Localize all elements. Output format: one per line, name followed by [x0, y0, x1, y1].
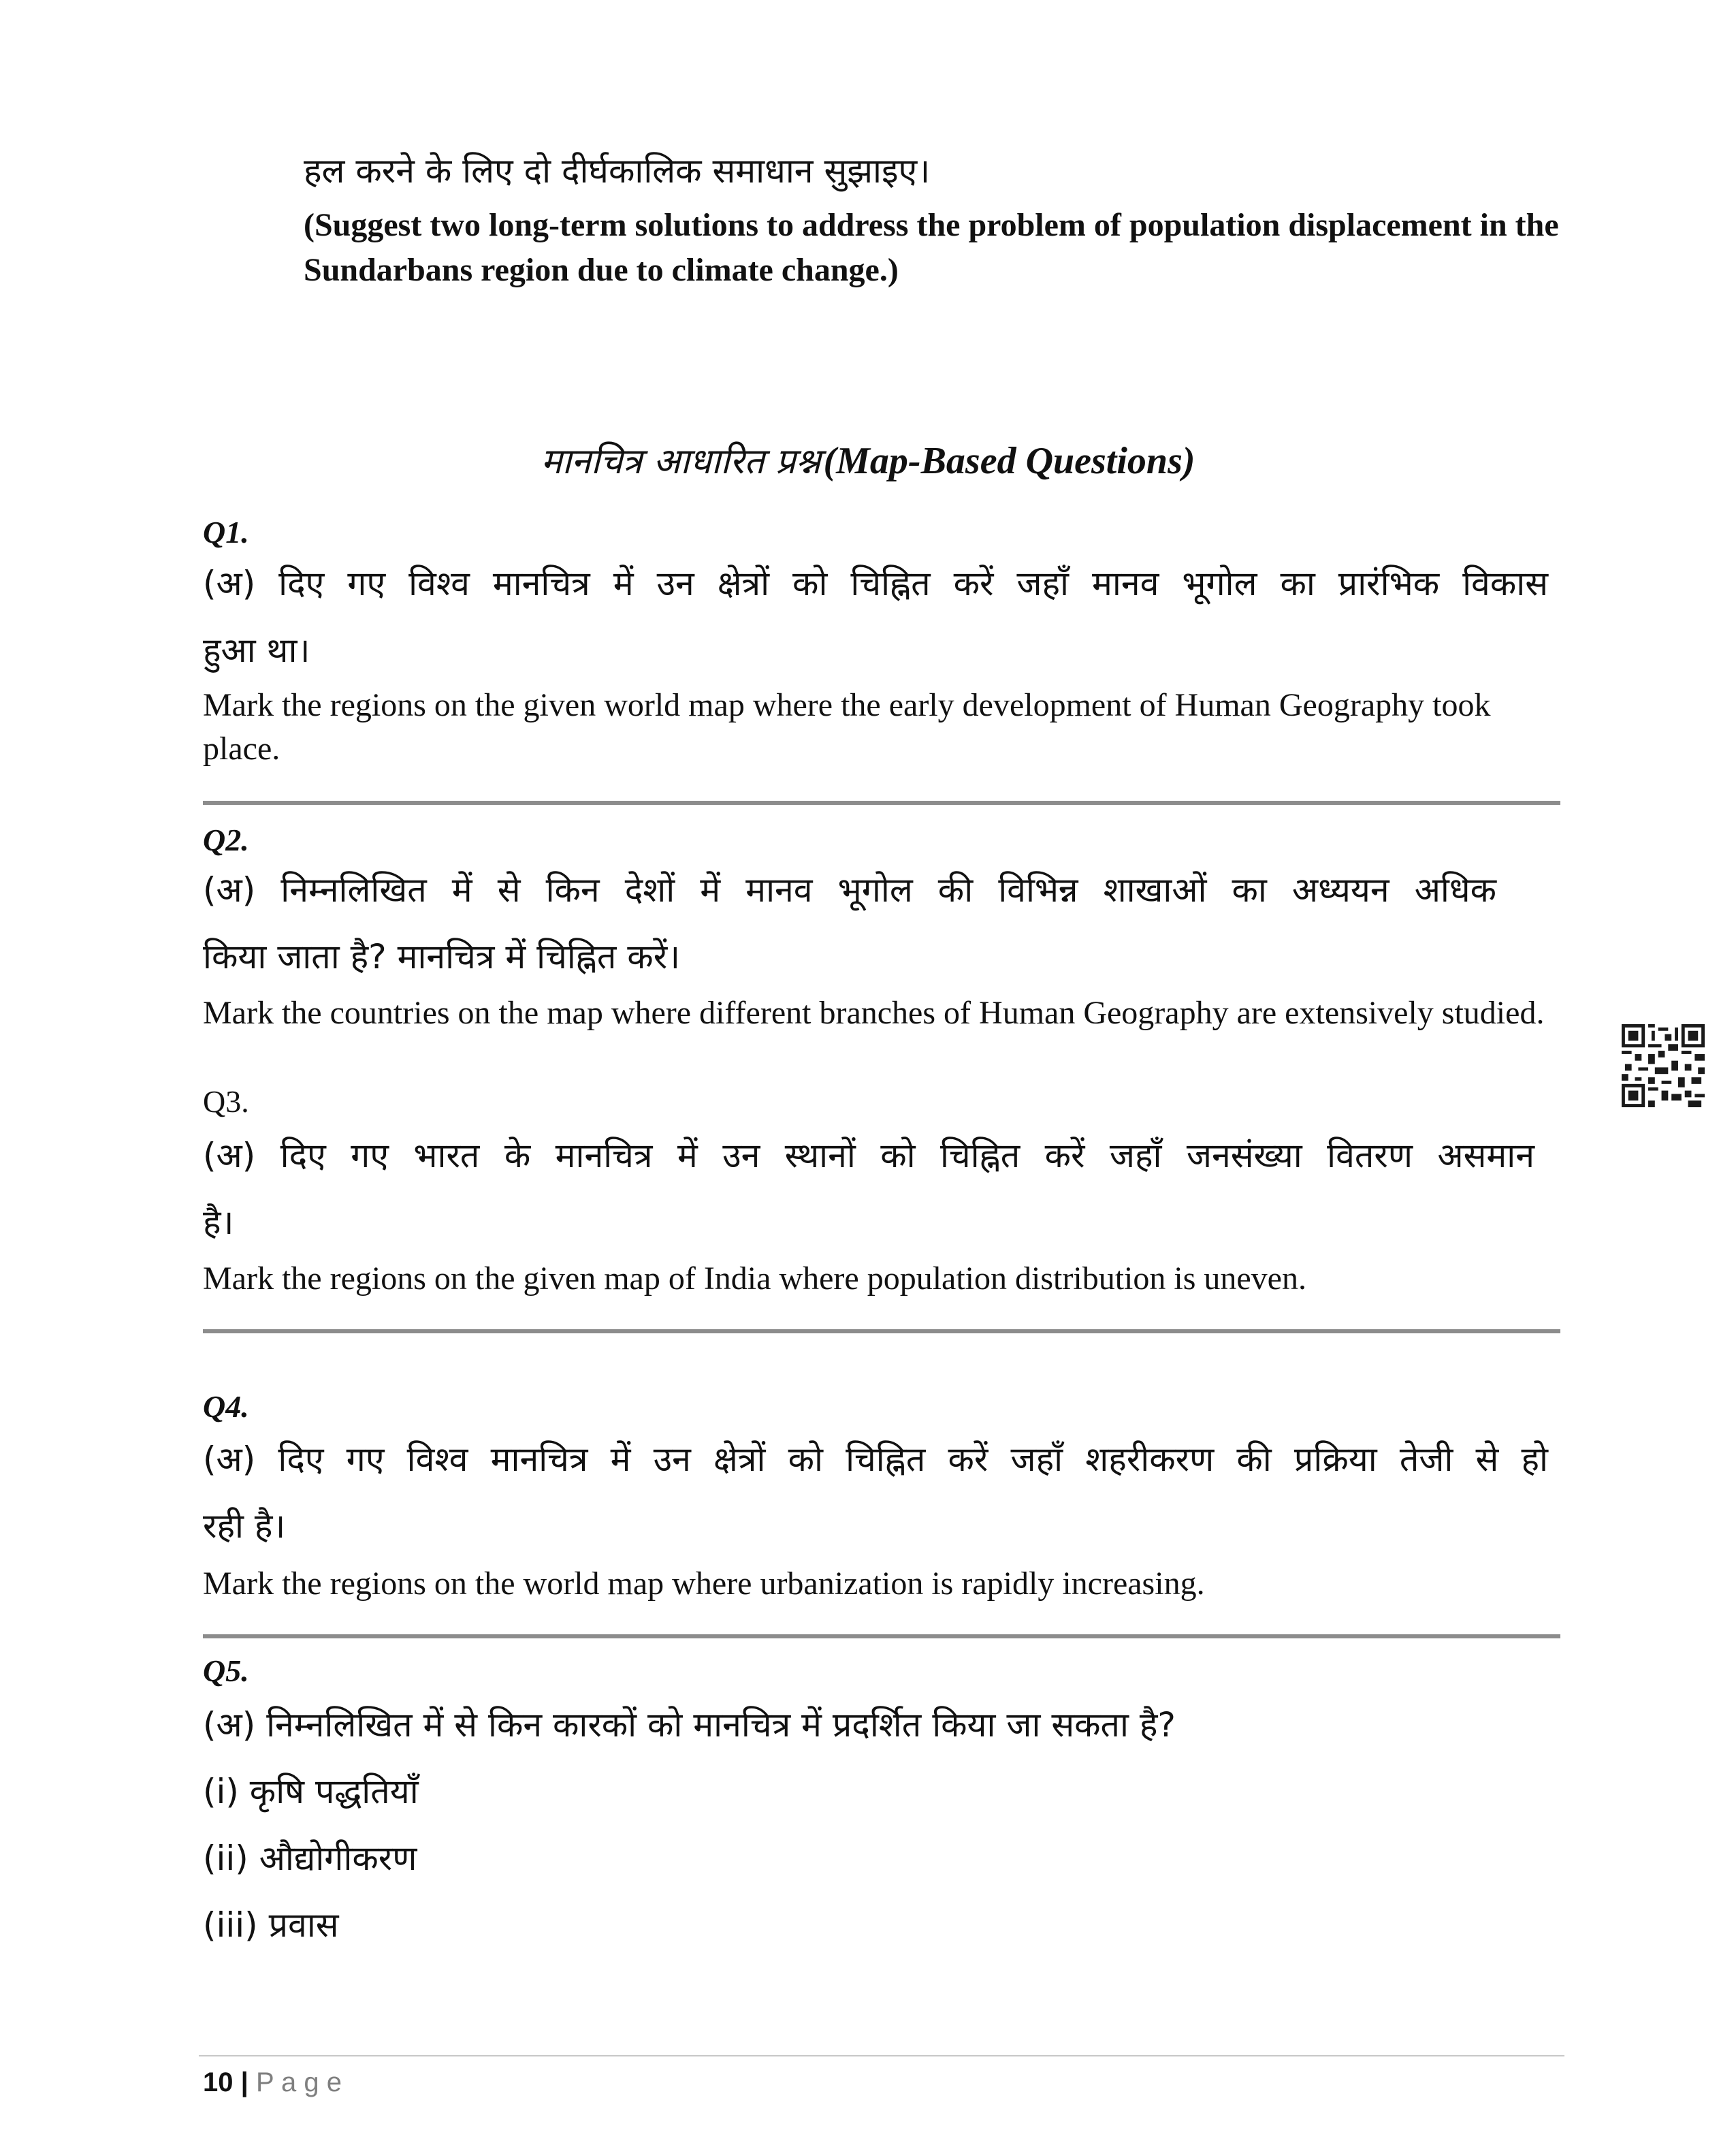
- section-title-hindi: मानचित्र आधारित प्रश्न: [541, 441, 821, 482]
- footer-divider: [199, 2055, 1564, 2056]
- divider: [203, 1634, 1560, 1638]
- q1-hindi-line2: हुआ था।: [203, 631, 310, 670]
- q5-label: Q5.: [203, 1653, 249, 1688]
- q3-hindi-line2: है।: [203, 1203, 234, 1242]
- divider: [203, 801, 1560, 805]
- intro-english-text: (Suggest two long-term solutions to address the problem of population displacement in the Sundarbans region due to climate change.): [304, 207, 1559, 288]
- page-label: P a g e: [255, 2067, 342, 2097]
- q5-option: (iii) प्रवास: [203, 1905, 339, 1945]
- footer-separator: |: [240, 2067, 248, 2097]
- q2-label: Q2.: [203, 823, 249, 857]
- q4-hindi-line2: रही है।: [203, 1506, 286, 1546]
- q1-english: Mark the regions on the given world map where the early development of Human Geography took place.: [203, 687, 1491, 767]
- q2-english: Mark the countries on the map where different branches of Human Geography are extensively studied.: [203, 995, 1545, 1031]
- q3-english: Mark the regions on the given map of India where population distribution is uneven.: [203, 1260, 1306, 1297]
- section-title-english: (Map-Based Questions): [823, 440, 1195, 482]
- q2-hindi-line1: (अ) निम्नलिखित में से किन देशों में मानव भूगोल की विभिन्न शाखाओं का अध्ययन अधिक: [203, 870, 1496, 910]
- page-number: 10: [203, 2067, 234, 2097]
- q3-hindi-line1: (अ) दिए गए भारत के मानचित्र में उन स्थानों को चिह्नित करें जहाँ जनसंख्या वितरण असमान: [203, 1136, 1534, 1175]
- q2-hindi-line2: किया जाता है? मानचित्र में चिह्नित करें।: [203, 937, 681, 976]
- q4-english: Mark the regions on the world map where urbanization is rapidly increasing.: [203, 1566, 1205, 1602]
- q3-label: Q3.: [203, 1084, 249, 1119]
- q1-hindi-line1: (अ) दिए गए विश्व मानचित्र में उन क्षेत्रों को चिह्नित करें जहाँ मानव भूगोल का प्रारंभिक विकास: [203, 564, 1548, 603]
- divider: [203, 1329, 1560, 1333]
- qr-code-icon: [1622, 1024, 1705, 1107]
- q5-hindi-line1: (अ) निम्नलिखित में से किन कारकों को मानचित्र में प्रदर्शित किया जा सकता है?: [203, 1705, 1176, 1745]
- intro-hindi-line: हल करने के लिए दो दीर्घकालिक समाधान सुझाइए।: [304, 151, 931, 191]
- q5-option: (i) कृषि पद्धतियाँ: [203, 1772, 419, 1811]
- footer: [203, 2063, 342, 2101]
- q1-label: Q1.: [203, 515, 249, 550]
- section-title: [0, 436, 1736, 484]
- q4-hindi-line1: (अ) दिए गए विश्व मानचित्र में उन क्षेत्रों को चिह्नित करें जहाँ शहरीकरण की प्रक्रिया तेजी से हो: [203, 1440, 1548, 1479]
- q5-option: (ii) औद्योगीकरण: [203, 1839, 417, 1878]
- q4-label: Q4.: [203, 1389, 249, 1424]
